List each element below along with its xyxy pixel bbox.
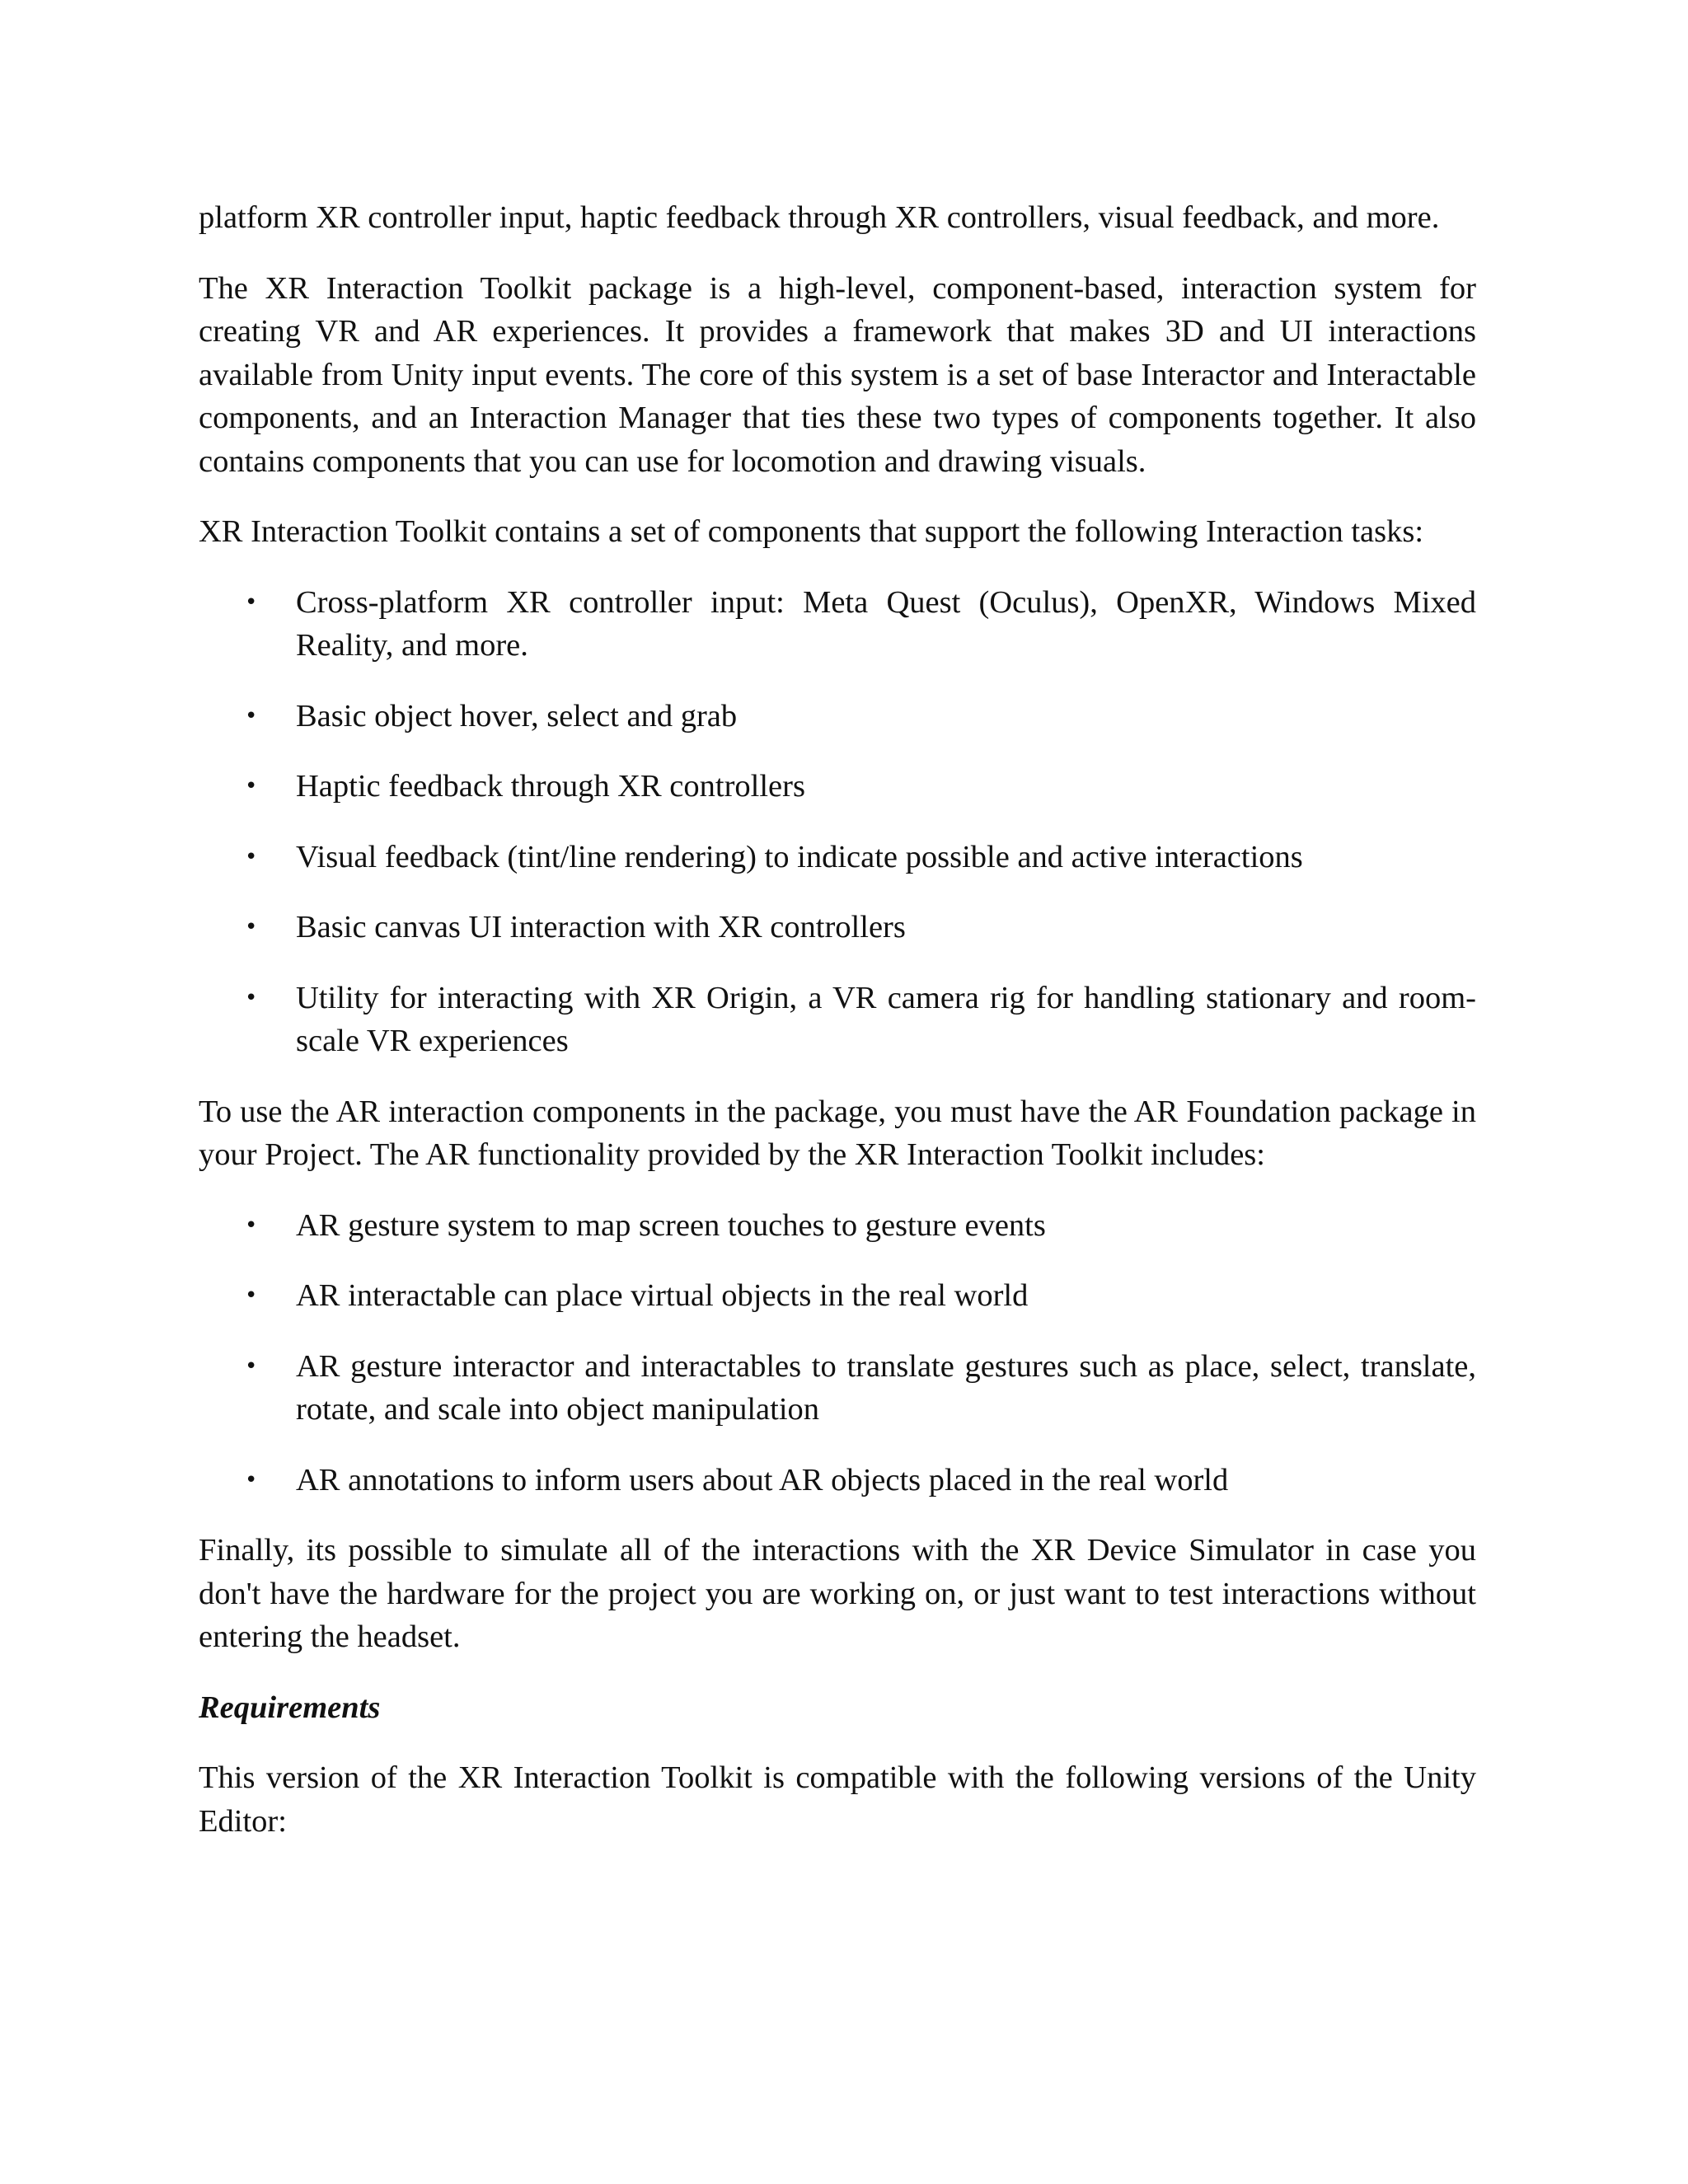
paragraph-device-simulator: Finally, its possible to simulate all of the interactions with the XR Device Simulator in case you don't have the hardware for the project you are working on, or just want to test interactions without entering the headset. bbox=[199, 1533, 1476, 1654]
bullet-icon: • bbox=[245, 1353, 258, 1379]
paragraph-requirements: This version of the XR Interaction Toolkit is compatible with the following versions of the Unity Editor: bbox=[199, 1760, 1476, 1839]
list-item bbox=[199, 581, 1476, 668]
list-item bbox=[199, 836, 1476, 879]
list-item bbox=[199, 906, 1476, 949]
list-item bbox=[199, 1274, 1476, 1318]
paragraph-interaction-tasks-intro: XR Interaction Toolkit contains a set of components that support the following Interaction tasks: bbox=[199, 514, 1424, 549]
bullet-icon: • bbox=[245, 844, 258, 869]
bullet-icon: • bbox=[245, 1283, 258, 1308]
list-item-text: Cross-platform XR controller input: Meta Quest (Oculus), OpenXR, Windows Mixed Reality, and more. bbox=[296, 584, 1476, 663]
bullet-icon: • bbox=[245, 774, 258, 799]
list-item bbox=[199, 1204, 1476, 1248]
list-item-text: Basic object hover, select and grab bbox=[296, 698, 738, 733]
document-page bbox=[199, 196, 1476, 1870]
list-item bbox=[199, 695, 1476, 738]
paragraph-intro-continuation: platform XR controller input, haptic feedback through XR controllers, visual feedback, and more. bbox=[199, 200, 1440, 235]
list-item-text: AR gesture interactor and interactables to translate gestures such as place, select, translate, rotate, and scale into object manipulation bbox=[296, 1348, 1476, 1427]
list-item-text: AR gesture system to map screen touches to gesture events bbox=[296, 1207, 1046, 1243]
list-item bbox=[199, 1345, 1476, 1432]
bullet-icon: • bbox=[245, 1467, 258, 1493]
bullet-icon: • bbox=[245, 589, 258, 615]
list-item-text: Basic canvas UI interaction with XR controllers bbox=[296, 910, 906, 944]
paragraph-ar-foundation: To use the AR interaction components in the package, you must have the AR Foundation package in your Project. The AR functionality provided by the XR Interaction Toolkit includes: bbox=[199, 1094, 1476, 1172]
list-item bbox=[199, 1459, 1476, 1502]
list-item-text: AR interactable can place virtual objects in the real world bbox=[296, 1278, 1029, 1313]
list-item-text: Haptic feedback through XR controllers bbox=[296, 769, 805, 804]
paragraph-toolkit-overview: The XR Interaction Toolkit package is a high-level, component-based, interaction system for creating VR and AR experiences. It provides a framework that makes 3D and UI interactions available from Unity input events. The core of this system is a set of base Interactor and Interactable components, and an Interaction Manager that ties these two types of components together. It also contains components that you can use for locomotion and drawing visuals. bbox=[199, 270, 1476, 479]
bullet-icon: • bbox=[245, 985, 258, 1010]
bullet-icon: • bbox=[245, 703, 258, 729]
list-item bbox=[199, 765, 1476, 808]
interaction-tasks-list bbox=[199, 581, 1476, 1063]
list-item-text: AR annotations to inform users about AR objects placed in the real world bbox=[296, 1462, 1229, 1497]
bullet-icon: • bbox=[245, 915, 258, 940]
section-heading-requirements: Requirements bbox=[199, 1690, 381, 1725]
list-item-text: Visual feedback (tint/line rendering) to indicate possible and active interactions bbox=[296, 839, 1303, 874]
list-item bbox=[199, 977, 1476, 1063]
bullet-icon: • bbox=[245, 1212, 258, 1238]
ar-functionality-list bbox=[199, 1204, 1476, 1502]
list-item-text: Utility for interacting with XR Origin, a VR camera rig for handling stationary and room-scale VR experiences bbox=[296, 980, 1476, 1058]
